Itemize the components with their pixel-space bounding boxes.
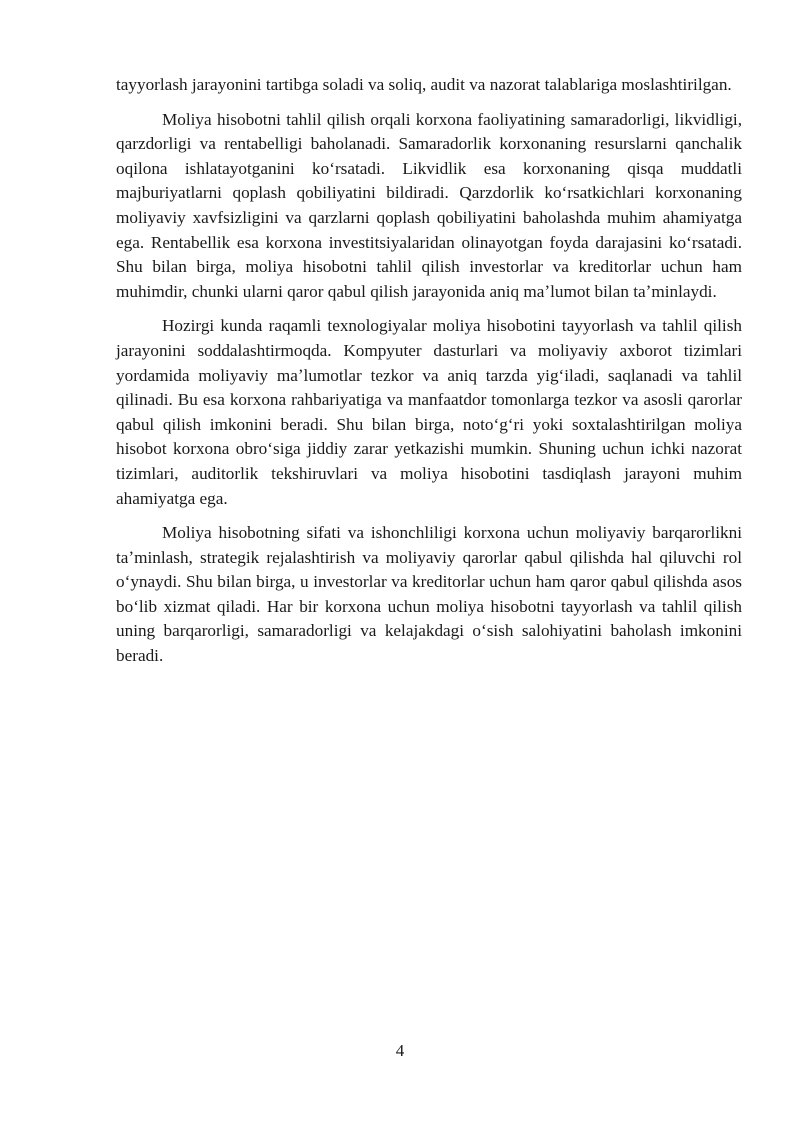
page-number: 4 [395,1041,405,1060]
paragraph-financial-analysis: Moliya hisobotni tahlil qilish orqali korxona faoliyatining samaradorligi, likvidligi, qarzdorligi va rentabelligi baholanadi. Samaradorlik korxonaning resurslarni qanchalik oqilona ishlatayotganini koʻrsatadi. Likvidlik esa korxonaning qisqa muddatli majburiyatlarni qoplash qobiliyatini bildiradi. Qarzdorlik koʻrsatkichlari korxonaning moliyaviy xavfsizligini va qarzlarni qoplash qobiliyatini baholashda muhim ahamiyatga ega. Rentabellik esa korxona investitsiyalaridan olinayotgan foyda darajasini koʻrsatadi. Shu bilan birga, moliya hisobotni tahlil qilish investorlar va kreditorlar uchun ham muhimdir, chunki ularni qaror qabul qilish jarayonida aniq maʼlumot bilan taʼminlaydi. [116,109,742,301]
paragraph-report-quality: Moliya hisobotning sifati va ishonchliligi korxona uchun moliyaviy barqarorlikni taʼminlash, strategik rejalashtirish va moliyaviy qarorlar qabul qilishda hal qiluvchi rol oʻynaydi. Shu bilan birga, u investorlar va kreditorlar uchun ham qaror qabul qilishda asos boʻlib xizmat qiladi. Har bir korxona uchun moliya hisobotni tayyorlash va tahlil qilish uning barqarorligi, samaradorligi va kelajakdagi oʻsish salohiyatini baholash imkonini beradi. [116,523,742,666]
body-text [116,73,742,679]
paragraph-digital-technologies: Hozirgi kunda raqamli texnologiyalar moliya hisobotini tayyorlash va tahlil qilish jarayonini soddalashtirmoqda. Kompyuter dasturlari va moliyaviy axborot tizimlari yordamida moliyaviy maʼlumotlar tezkor va aniq tarzda yigʻiladi, saqlanadi va tahlil qilinadi. Bu esa korxona rahbariyatiga va manfaatdor tomonlarga tezkor va asosli qarorlar qabul qilish imkonini beradi. Shu bilan birga, notoʻgʻri yoki soxtalashtirilgan moliya hisobot korxona obroʻsiga jiddiy zarar yetkazishi mumkin. Shuning uchun ichki nazorat tizimlari, auditorlik tekshiruvlari va moliya hisobotini tasdiqlash jarayoni muhim ahamiyatga ega. [116,316,742,508]
paragraph-continuation: tayyorlash jarayonini tartibga soladi va soliq, audit va nazorat talablariga moslashtirilgan. [116,75,732,94]
